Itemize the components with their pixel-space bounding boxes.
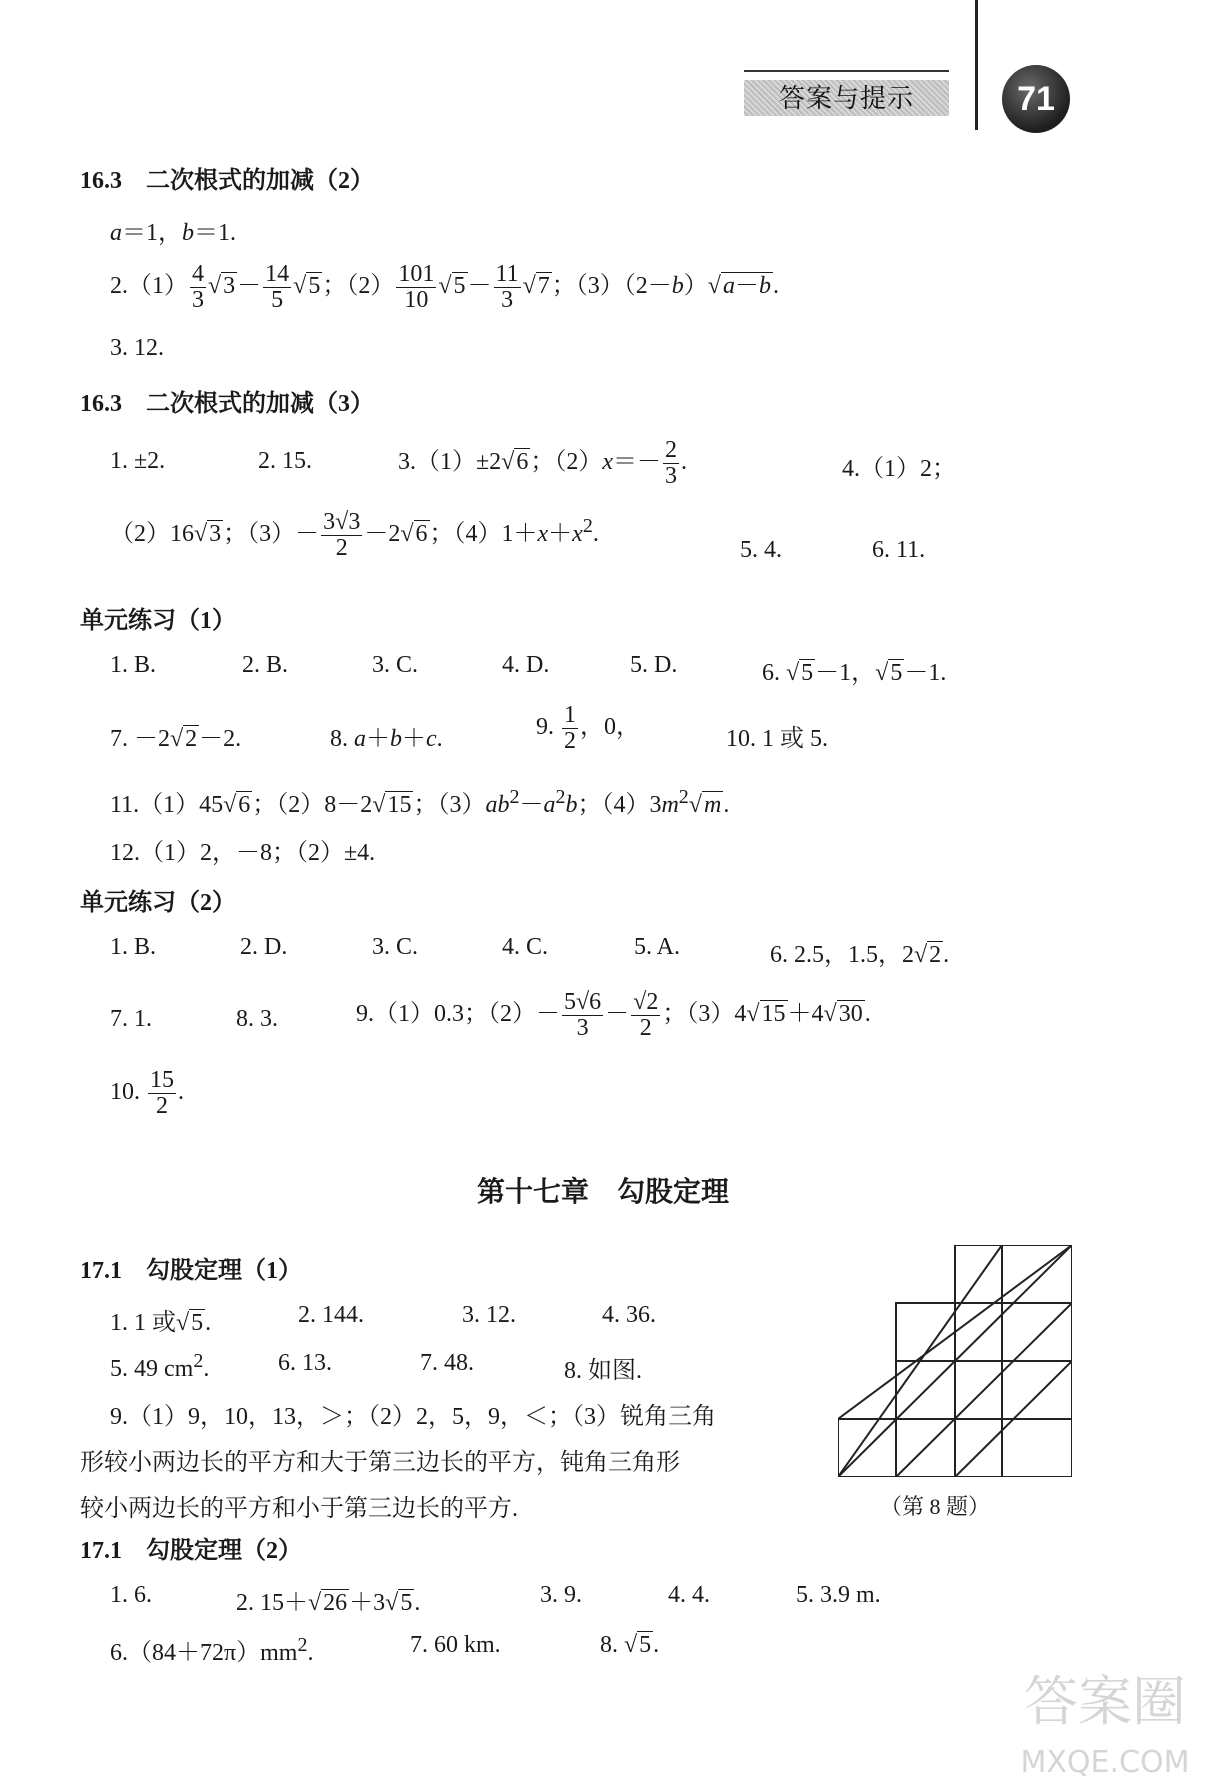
answer-line: a＝1，b＝1. [110,220,236,246]
answer-line: 7. －2√2－2. [110,726,242,752]
answer-line: 5. A. [634,934,681,960]
answer-line: 2. 15. [258,448,312,474]
answer-line: 6. 13. [278,1350,332,1376]
answer-line: 2. D. [240,934,288,960]
answer-line: 8. a＋b＋c. [330,726,443,752]
answer-line: 3. 12. [462,1302,516,1328]
answer-line: 1. B. [110,652,157,678]
answer-line: 4.（1）2； [842,456,956,482]
answer-line: 1. B. [110,934,157,960]
answer-line: 8. 3. [236,1006,278,1032]
answer-line: 9. $\frac{1}{2}$ ，0， [536,702,640,755]
answer-line: 6. √5－1，√5－1. [762,660,947,686]
answer-line: （2）16√3；（3）－ $\frac{3√3}{2}$ －2√6；$(4)1+x+x^2$. [110,509,599,562]
answer-line: 5. D. [630,652,678,678]
section-title: 单元练习（1） [80,608,236,634]
answer-line: $6.(84+72\pi)mm^2$. [110,1634,314,1666]
header-divider [975,0,978,130]
answer-line: 4. 36. [602,1302,656,1328]
answer-line: 3. 9. [540,1582,582,1608]
problem-8-figure [838,1245,1072,1477]
answer-line: 2. 144. [298,1302,364,1328]
section-title: 16.3 二次根式的加减（2） [80,168,374,194]
section-title: 16.3 二次根式的加减（3） [80,391,374,417]
answer-line: 9.（1）9，10，13，＞；（2）2，5，9，＜；（3）锐角三角 [110,1404,716,1430]
answer-line: 3. C. [372,652,419,678]
watermark-logo [1010,1640,1200,1790]
answer-line: 6. 2.5，1.5，2√2. [770,942,950,968]
answer-line: 5. 4. [740,537,782,563]
answer-line: 10. 1 或 5. [726,726,828,752]
svg-text:MXQE.COM: MXQE.COM [1020,1745,1190,1780]
answer-line: 1. ±2. [110,448,166,474]
answer-line: 1. 6. [110,1582,152,1608]
answer-line: 9.（1）0.3；（2）－ $\frac{5√6}{3}$ － $\frac{√2}{2}$ ；（3）4√15＋4√30. [356,989,871,1042]
answer-line: 5. 49 $cm^2$. [110,1350,210,1382]
answer-line: 3. C. [372,934,419,960]
answer-line: 4. C. [502,934,549,960]
section-title: 17.1 勾股定理（2） [80,1538,302,1564]
answer-line: 6. 11. [872,537,926,563]
answer-line: 12.（1）2，－8；（2）±4. [110,840,376,866]
answer-line: 4. D. [502,652,550,678]
answer-line: 3. 12. [110,335,164,361]
chapter-title: 第十七章 勾股定理 [476,1177,729,1208]
header-label: 答案与提示 [744,80,949,116]
svg-text:答案圈: 答案圈 [1024,1670,1186,1733]
answer-line: 2. 15＋√26＋3√5. [236,1590,421,1616]
answer-line: 2. B. [242,652,289,678]
answer-line: 7. 1. [110,1006,152,1032]
figure-caption: （第 8 题） [880,1494,991,1519]
answer-line: 4. 4. [668,1582,710,1608]
section-title: 17.1 勾股定理（1） [80,1258,302,1284]
answer-line: 7. 60 km. [410,1632,501,1658]
answer-line: 5. 3.9 m. [796,1582,881,1608]
answer-line: 较小两边长的平方和小于第三边长的平方. [80,1496,518,1522]
section-title: 单元练习（2） [80,890,236,916]
answer-line: 2.（1） $\frac{4}{3}$ √3－ $\frac{14}{5}$ √5；（2） $\frac{101}{10}$ √5－ $\frac{11}{3}$ √7；（3）（2－b）√a－b. [110,261,779,314]
answer-line: 1. 1 或√5. [110,1310,212,1336]
answer-line: 11.（1）45√6；（2）8－2√15；$(3)ab^2-a^2b$；$(4)3m^2√m$. [110,786,730,818]
answer-line: 形较小两边长的平方和大于第三边长的平方，钝角三角形 [80,1450,680,1476]
answer-line: 8. 如图. [564,1358,642,1384]
page-number: 71 [1002,65,1070,133]
answer-line: 3.（1）±2√6；（2）x＝－ $\frac{2}{3}$ . [398,437,687,490]
answer-line: 10. $\frac{15}{2}$ . [110,1067,184,1120]
answer-line: 8. √5. [600,1632,660,1658]
answer-line: 7. 48. [420,1350,474,1376]
